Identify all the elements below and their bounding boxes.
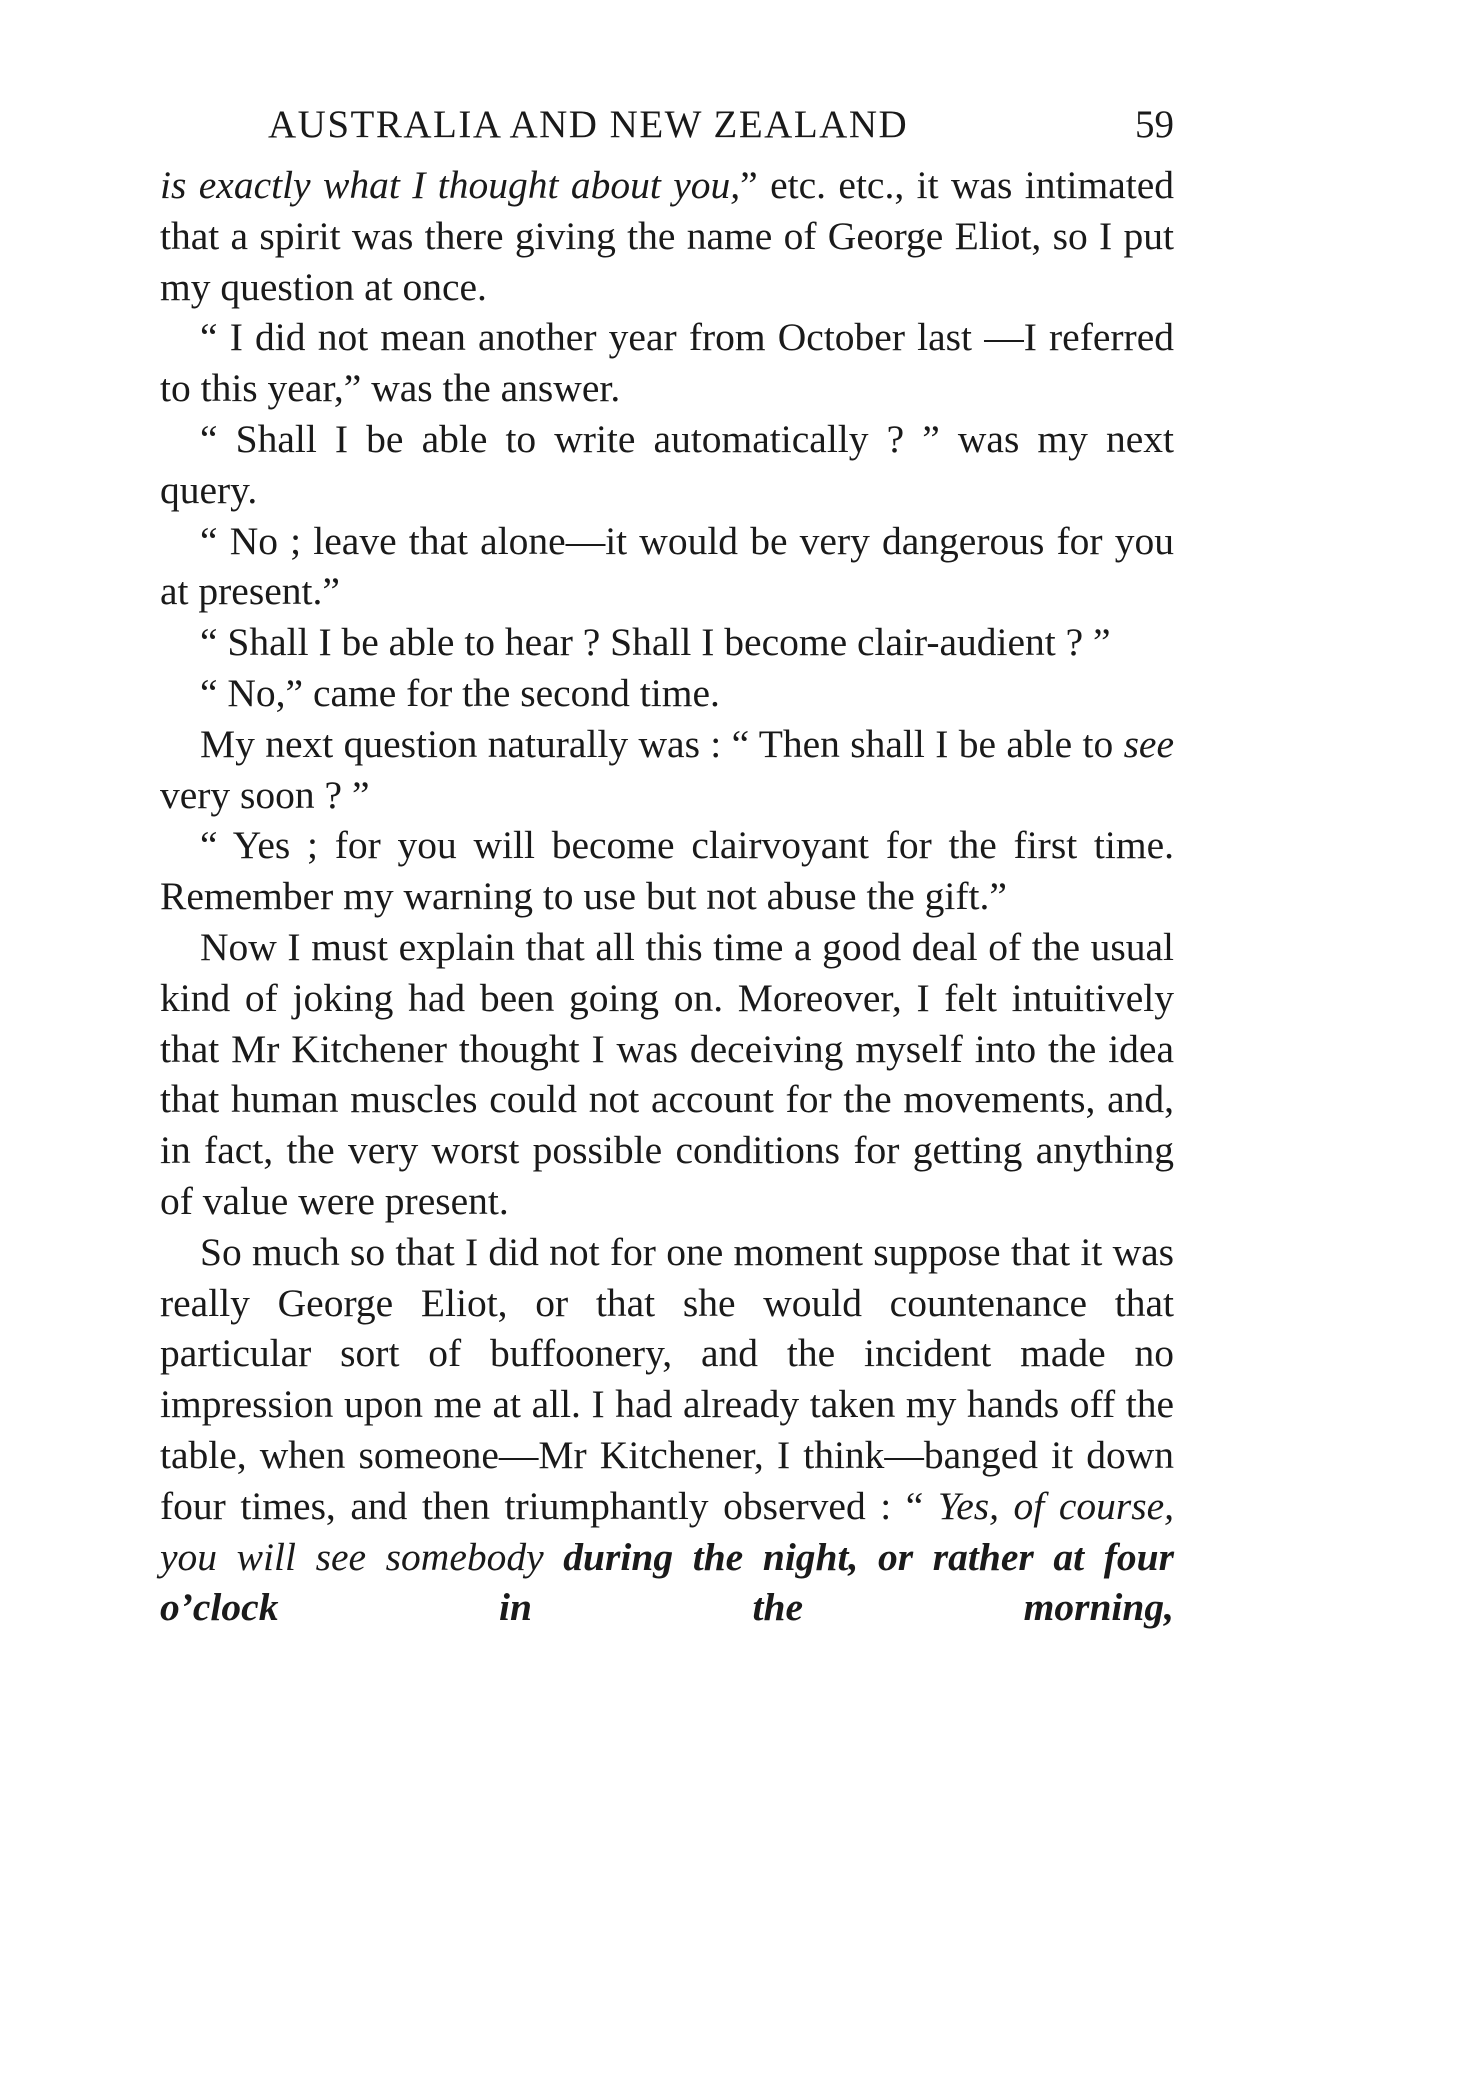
- paragraph-9: Now I must explain that all this time a good deal of the usual kind of joking had been going on. Moreover, I felt intuitively that Mr Kitchener thought I was deceiving myself into the idea that human muscles could not account for the movements, and, in fact, the very worst possible conditions for getting anything of value were present.: [160, 924, 1174, 1223]
- running-title: AUSTRALIA AND NEW ZEALAND: [268, 103, 909, 146]
- page-header: [268, 102, 1174, 150]
- page-number: 59: [1135, 103, 1174, 146]
- body-text: [160, 160, 1174, 1633]
- italic-see: see: [1123, 721, 1174, 766]
- paragraph-7-after: very soon ? ”: [160, 772, 370, 817]
- paragraph-4: “ No ; leave that alone—it would be very dangerous for you at present.”: [160, 518, 1174, 614]
- paragraph-10-before: So much so that I did not for one moment suppose that it was really George Eliot, or that she would countenance that particular sort of buffoonery, and the incident made no impression upon me at all. I had already taken my hands off the table, when someone—Mr Kitchener, I think—banged it down four times, and then triumphantly observed : “: [160, 1229, 1174, 1528]
- bold-italic-reply: during the night, or rather at four o’clock in the morning,: [160, 1534, 1175, 1630]
- italic-reply: Yes, of course, you will see somebody: [160, 1483, 1175, 1579]
- paragraph-2: “ I did not mean another year from October last —I referred to this year,” was the answer.: [160, 315, 1174, 411]
- paragraph-6: “ No,” came for the second time.: [200, 670, 720, 715]
- paragraph-1-rest: ” etc. etc., it was intimated that a spirit was there giving the name of George Eliot, so I put my question at once.: [160, 163, 1174, 309]
- paragraph-5: “ Shall I be able to hear ? Shall I become clair-audient ? ”: [200, 620, 1111, 665]
- paragraph-10: [160, 1227, 1174, 1633]
- italic-quote: is exactly what I thought about you,: [160, 163, 741, 207]
- paragraph-7-before: My next question naturally was : “ Then shall I be able to: [200, 721, 1124, 766]
- paragraph-8: “ Yes ; for you will become clairvoyant for the first time. Remember my warning to use but not abuse the gift.”: [160, 823, 1174, 919]
- paragraph-3: “ Shall I be able to write automatically ? ” was my next query.: [160, 416, 1174, 512]
- paragraph-7: [160, 719, 1174, 821]
- paragraph-1: [160, 160, 1174, 312]
